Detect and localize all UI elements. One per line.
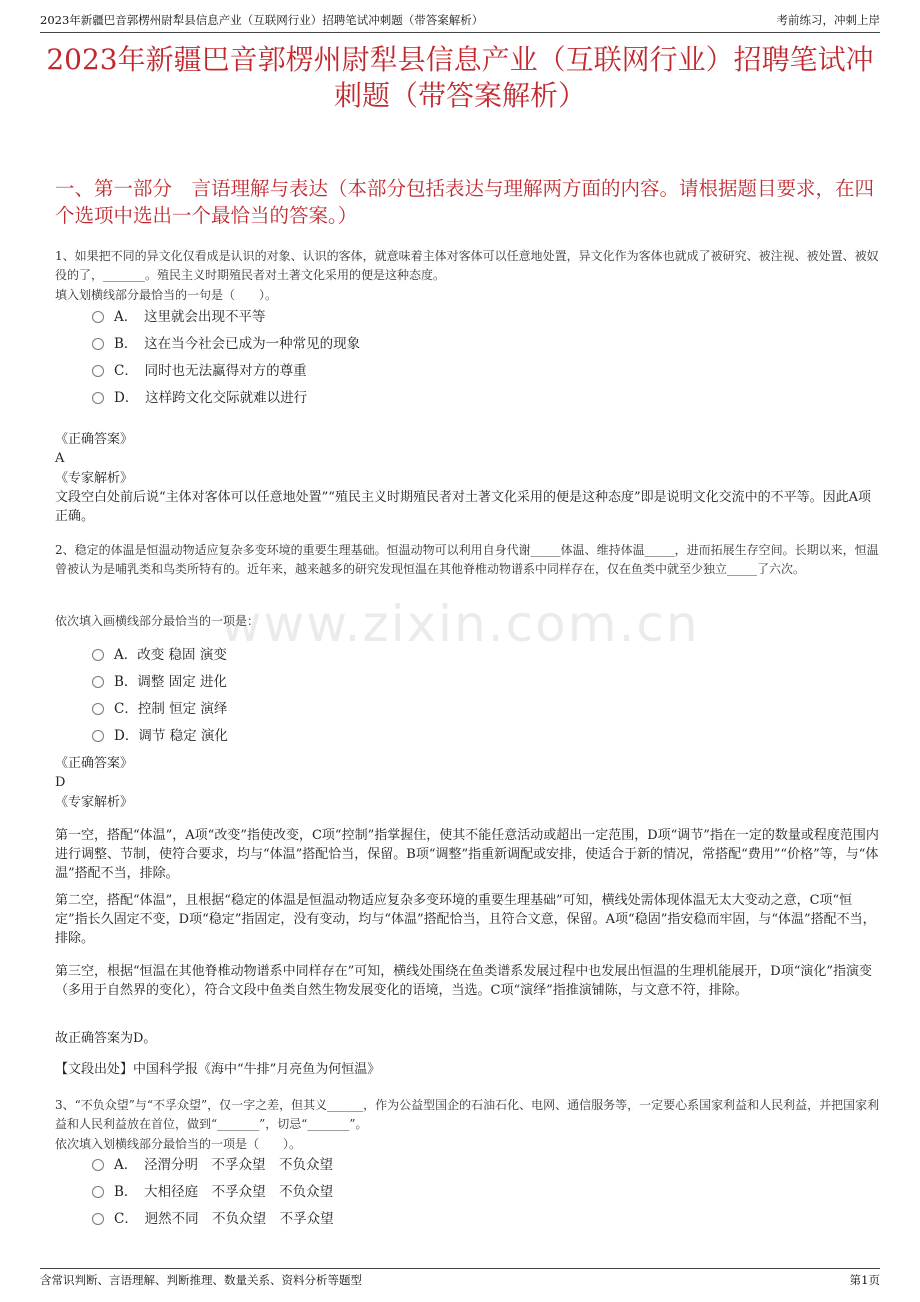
q2-analysis-label: 《专家解析》 bbox=[55, 795, 134, 810]
q1-analysis: 文段空白处前后说“主体对客体可以任意地处置”“殖民主义时期殖民者对土著文化采用的便是这种态度”即是说明文化交流中的不平等。因此A项正确。 bbox=[55, 490, 871, 524]
q1-option-c[interactable]: C． 同时也无法赢得对方的尊重 bbox=[92, 360, 307, 382]
q2-analysis-p3: 第三空，根据“恒温在其他脊椎动物谱系中同样存在”可知，横线处围绕在鱼类谱系发展过程中也发展出恒温的生理机能展开，D项“演化”指演变（多用于自然界的变化），符合文段中鱼类自然生物发展变化的语境，当选。C项“演绎”指推演铺陈，与文意不符，排除。 bbox=[55, 964, 873, 998]
radio-icon[interactable] bbox=[92, 703, 104, 715]
radio-icon[interactable] bbox=[92, 365, 104, 377]
q1-prompt: 填入划横线部分最恰当的一句是（ ）。 bbox=[55, 288, 278, 302]
q2-option-c[interactable]: C．控制 恒定 演绎 bbox=[92, 698, 227, 720]
q1-stem: 1、如果把不同的异文化仅看成是认识的对象、认识的客体，就意味着主体对客体可以任意地处置，异文化作为客体也就成了被研究、被注视、被处置、被奴役的了，_______。殖民主义时期殖民者对土著文化采用的便是这种态度。 bbox=[55, 249, 879, 282]
q2-source: 【文段出处】中国科学报《海中“牛排”月亮鱼为何恒温》 bbox=[55, 1062, 381, 1077]
radio-icon[interactable] bbox=[92, 1213, 104, 1225]
q2-analysis-p4: 故正确答案为D。 bbox=[55, 1031, 157, 1046]
radio-icon[interactable] bbox=[92, 730, 104, 742]
q1-answer-label: 《正确答案》 bbox=[55, 432, 134, 447]
radio-icon[interactable] bbox=[92, 392, 104, 404]
q3-option-a[interactable]: A． 泾渭分明 不孚众望 不负众望 bbox=[92, 1154, 333, 1176]
q2-option-b[interactable]: B．调整 固定 进化 bbox=[92, 671, 227, 693]
page-header bbox=[40, 12, 880, 32]
q3-option-c[interactable]: C． 迥然不同 不负众望 不孚众望 bbox=[92, 1208, 334, 1230]
q3-prompt: 依次填入划横线部分最恰当的一项是（ ）。 bbox=[55, 1137, 302, 1151]
footer-divider bbox=[40, 1268, 880, 1269]
q2-option-a[interactable]: A．改变 稳固 演变 bbox=[92, 644, 227, 666]
q1-answer: A bbox=[55, 451, 65, 466]
header-slogan: 考前练习，冲刺上岸 bbox=[776, 13, 880, 27]
q3-stem: 3、“不负众望”与“不孚众望”，仅一字之差，但其义______，作为公益型国企的石油石化、电网、通信服务等，一定要心系国家利益和人民利益，并把国家利益和人民利益放在首位，做到“_______”，切忌“_______”。 bbox=[55, 1098, 880, 1131]
header-doc-title: 2023年新疆巴音郭楞州尉犁县信息产业（互联网行业）招聘笔试冲刺题（带答案解析） bbox=[40, 13, 484, 27]
q1-option-a[interactable]: A． 这里就会出现不平等 bbox=[92, 306, 266, 328]
radio-icon[interactable] bbox=[92, 311, 104, 323]
q1-option-d[interactable]: D． 这样跨文化交际就难以进行 bbox=[92, 387, 307, 409]
q2-answer: D bbox=[55, 775, 66, 790]
radio-icon[interactable] bbox=[92, 338, 104, 350]
q3-option-b[interactable]: B． 大相径庭 不孚众望 不负众望 bbox=[92, 1181, 333, 1203]
page-title: 2023年新疆巴音郭楞州尉犁县信息产业（互联网行业）招聘笔试冲刺题（带答案解析） bbox=[46, 43, 874, 112]
q2-analysis-p2: 第二空，搭配“体温”，且根据“稳定的体温是恒温动物适应复杂多变环境的重要生理基础”可知，横线处需体现体温无太大变动之意，C项“恒定”指长久固定不变，D项“稳定”指固定，没有变动，均与“体温”搭配恰当，且符合文意，保留。A项“稳固”指安稳而牢固，与“体温”搭配不当，排除。 bbox=[55, 893, 876, 946]
radio-icon[interactable] bbox=[92, 1186, 104, 1198]
radio-icon[interactable] bbox=[92, 676, 104, 688]
radio-icon[interactable] bbox=[92, 1159, 104, 1171]
q2-answer-label: 《正确答案》 bbox=[55, 756, 134, 771]
q1-analysis-label: 《专家解析》 bbox=[55, 471, 134, 486]
q2-stem: 2、稳定的体温是恒温动物适应复杂多变环境的重要生理基础。恒温动物可以利用自身代谢_____体温、维持体温_____，进而拓展生存空间。长期以来，恒温曾被认为是哺乳类和鸟类所特有的。近年来，越来越多的研究发现恒温在其他脊椎动物谱系中同样存在，仅在鱼类中就至少独立_____了六次。 bbox=[55, 543, 879, 576]
q2-option-d[interactable]: D．调节 稳定 演化 bbox=[92, 725, 228, 747]
footer-note: 含常识判断、言语理解、判断推理、数量关系、资料分析等题型 bbox=[40, 1273, 362, 1287]
q1-option-b[interactable]: B． 这在当今社会已成为一种常见的现象 bbox=[92, 333, 360, 355]
q2-analysis-p1: 第一空，搭配“体温”，A项“改变”指使改变，C项“控制”指掌握住，使其不能任意活动或超出一定范围，D项“调节”指在一定的数量或程度范围内进行调整、节制，使符合要求，均与“体温”搭配恰当，保留。B项“调整”指重新调配或安排，使适合于新的情况，常搭配“费用”“价格”等，与“体温”搭配不当，排除。 bbox=[55, 828, 879, 881]
q2-prompt: 依次填入画横线部分最恰当的一项是： bbox=[55, 614, 260, 628]
watermark: www.zixin.com.cn bbox=[220, 595, 700, 653]
section-heading: 一、第一部分 言语理解与表达（本部分包括表达与理解两方面的内容。请根据题目要求，在四个选项中选出一个最恰当的答案。） bbox=[55, 177, 875, 227]
page-number: 第1页 bbox=[849, 1273, 880, 1287]
page-footer bbox=[40, 1272, 880, 1288]
header-divider bbox=[40, 32, 880, 33]
